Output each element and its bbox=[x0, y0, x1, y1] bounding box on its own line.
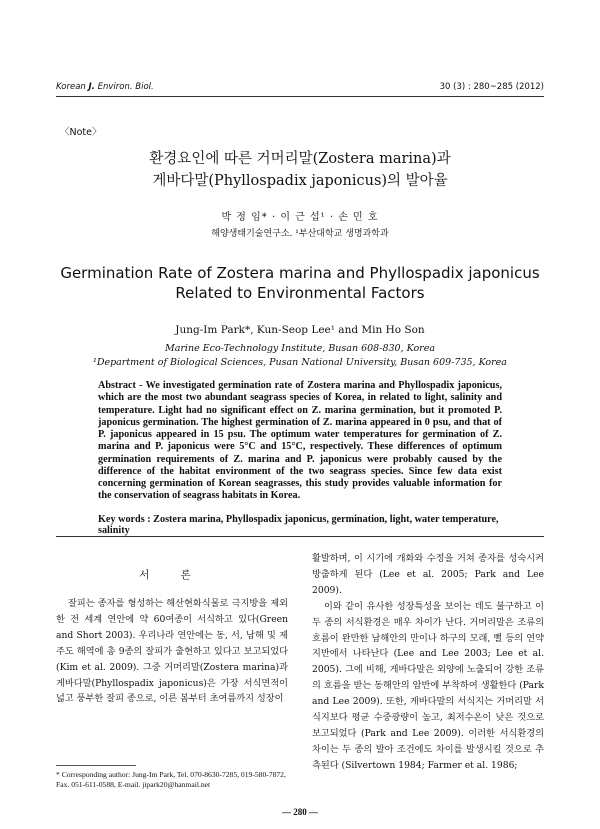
affiliation-2: ¹Department of Biological Sciences, Pusan National University, Busan 609-735, Korea bbox=[93, 357, 507, 368]
right-column bbox=[312, 551, 544, 774]
intro-paragraph-1: 잘피는 종자를 형성하는 해산현화식물로 극지방을 제외한 전 세계 연안에 약 60여종이 서식하고 있다(Green and Short 2003). 우리나라 연안에는 동, 서, 남해 및 제주도 해역에 총 9종의 잘피가 출현하고 있다고 보고되었다 (Kim et al. 2009). 그중 거머리말(Zostera marina)과 게바다말(Phyllospadix japonicus)은 가장 서식면적이 넓고 풍부한 잘피 종으로, 이른 봄부터 초여름까지 성장이 bbox=[56, 598, 288, 705]
intro-paragraph-2: 이와 같이 유사한 성장특성을 보이는 데도 불구하고 이 두 종의 서식환경은 매우 차이가 난다. 거머리말은 조류의 흐름이 완만한 남해안의 만이나 하구의 모래, 뻘 등의 연약지반에서 나타난다 (Lee and Lee 2003; Lee et al. 2005). 그에 비해, 게바다말은 외양에 노출되어 강한 조류의 흐름을 받는 동해안의 암반에 부착하여 생활한다 (Park and Lee 2009). 또한, 게바다말의 서식지는 거머리말 서식지보다 평균 수중광량이 높고, 최저수온이 낮은 것으로 보고되었다 (Park and Lee 2009). 이러한 서식환경의 차이는 두 종의 발아 조건에도 차이를 발생시킬 것으로 추측된다 (Silvertown 1984; Farmer et al. 1986; bbox=[312, 600, 544, 771]
header-rule bbox=[56, 96, 544, 97]
intro-paragraph-1-cont: 활발하며, 이 시기에 개화와 수정을 거쳐 종자를 성숙시켜 방출하게 된다 (Lee et al. 2005; Park and Lee 2009). bbox=[312, 553, 544, 596]
english-authors: Jung-Im Park*, Kun-Seop Lee¹ and Min Ho Son bbox=[175, 324, 425, 336]
journal-name: Korean J. Environ. Biol. bbox=[56, 82, 154, 92]
footnote: * Corresponding author: Jung-Im Park, Tel. 070-8630-7285, 019-580-7872, Fax. 051-611-0588, E-mail. jipark20@hanmail.net bbox=[56, 770, 286, 789]
footnote-rule bbox=[56, 765, 136, 766]
korean-title-line1: 환경요인에 따른 거머리말(Zostera marina)과 bbox=[149, 151, 451, 167]
english-title-line1: Germination Rate of Zostera marina and Phyllospadix japonicus bbox=[60, 264, 540, 282]
abstract: Abstract - We investigated germination rate of Zostera marina and Phyllospadix japonicus, which are the most two abundant seagrass species of Korea, in related to light, salinity and temperature. Light had no significant effect on Z. marina germination, but it promoted P. japonicus germination. The highest germination of Z. marina appeared in 0 psu, and that of P. japonicus appeared in 15 psu. The optimum water temperatures for germination of Z. marina and P. japonicus were 5°C and 15°C, respectively. These differences of optimum germination requirements of Z. marina and P. japonicus were probably caused by the difference of the habitat environment of the two seagrass species. Since few data exist concerning germination of Korean seagrasses, this study provides valuable information for the conservation of seagrass habitats in Korea. bbox=[98, 380, 502, 502]
left-column bbox=[56, 596, 288, 707]
korean-affiliation: 해양생태기술연구소. ¹부산대학교 생명과학과 bbox=[211, 229, 389, 239]
citation: 30 (3) : 280~285 (2012) bbox=[439, 82, 544, 92]
page-number: — 280 — bbox=[282, 807, 318, 817]
affiliation-1: Marine Eco-Technology Institute, Busan 608-830, Korea bbox=[165, 343, 435, 354]
section-title: 서 론 bbox=[139, 569, 205, 581]
running-header bbox=[56, 82, 544, 94]
note-label: 〈Note〉 bbox=[60, 127, 102, 138]
korean-title-line2: 게바다말(Phyllospadix japonicus)의 발아율 bbox=[152, 173, 448, 189]
section-rule bbox=[56, 536, 544, 537]
english-title-line2: Related to Environmental Factors bbox=[175, 284, 425, 302]
korean-authors: 박 정 임* · 이 근 섭¹ · 손 민 호 bbox=[221, 212, 379, 223]
keywords: Key words : Zostera marina, Phyllospadix japonicus, germination, light, water temperature, salinity bbox=[98, 514, 499, 536]
